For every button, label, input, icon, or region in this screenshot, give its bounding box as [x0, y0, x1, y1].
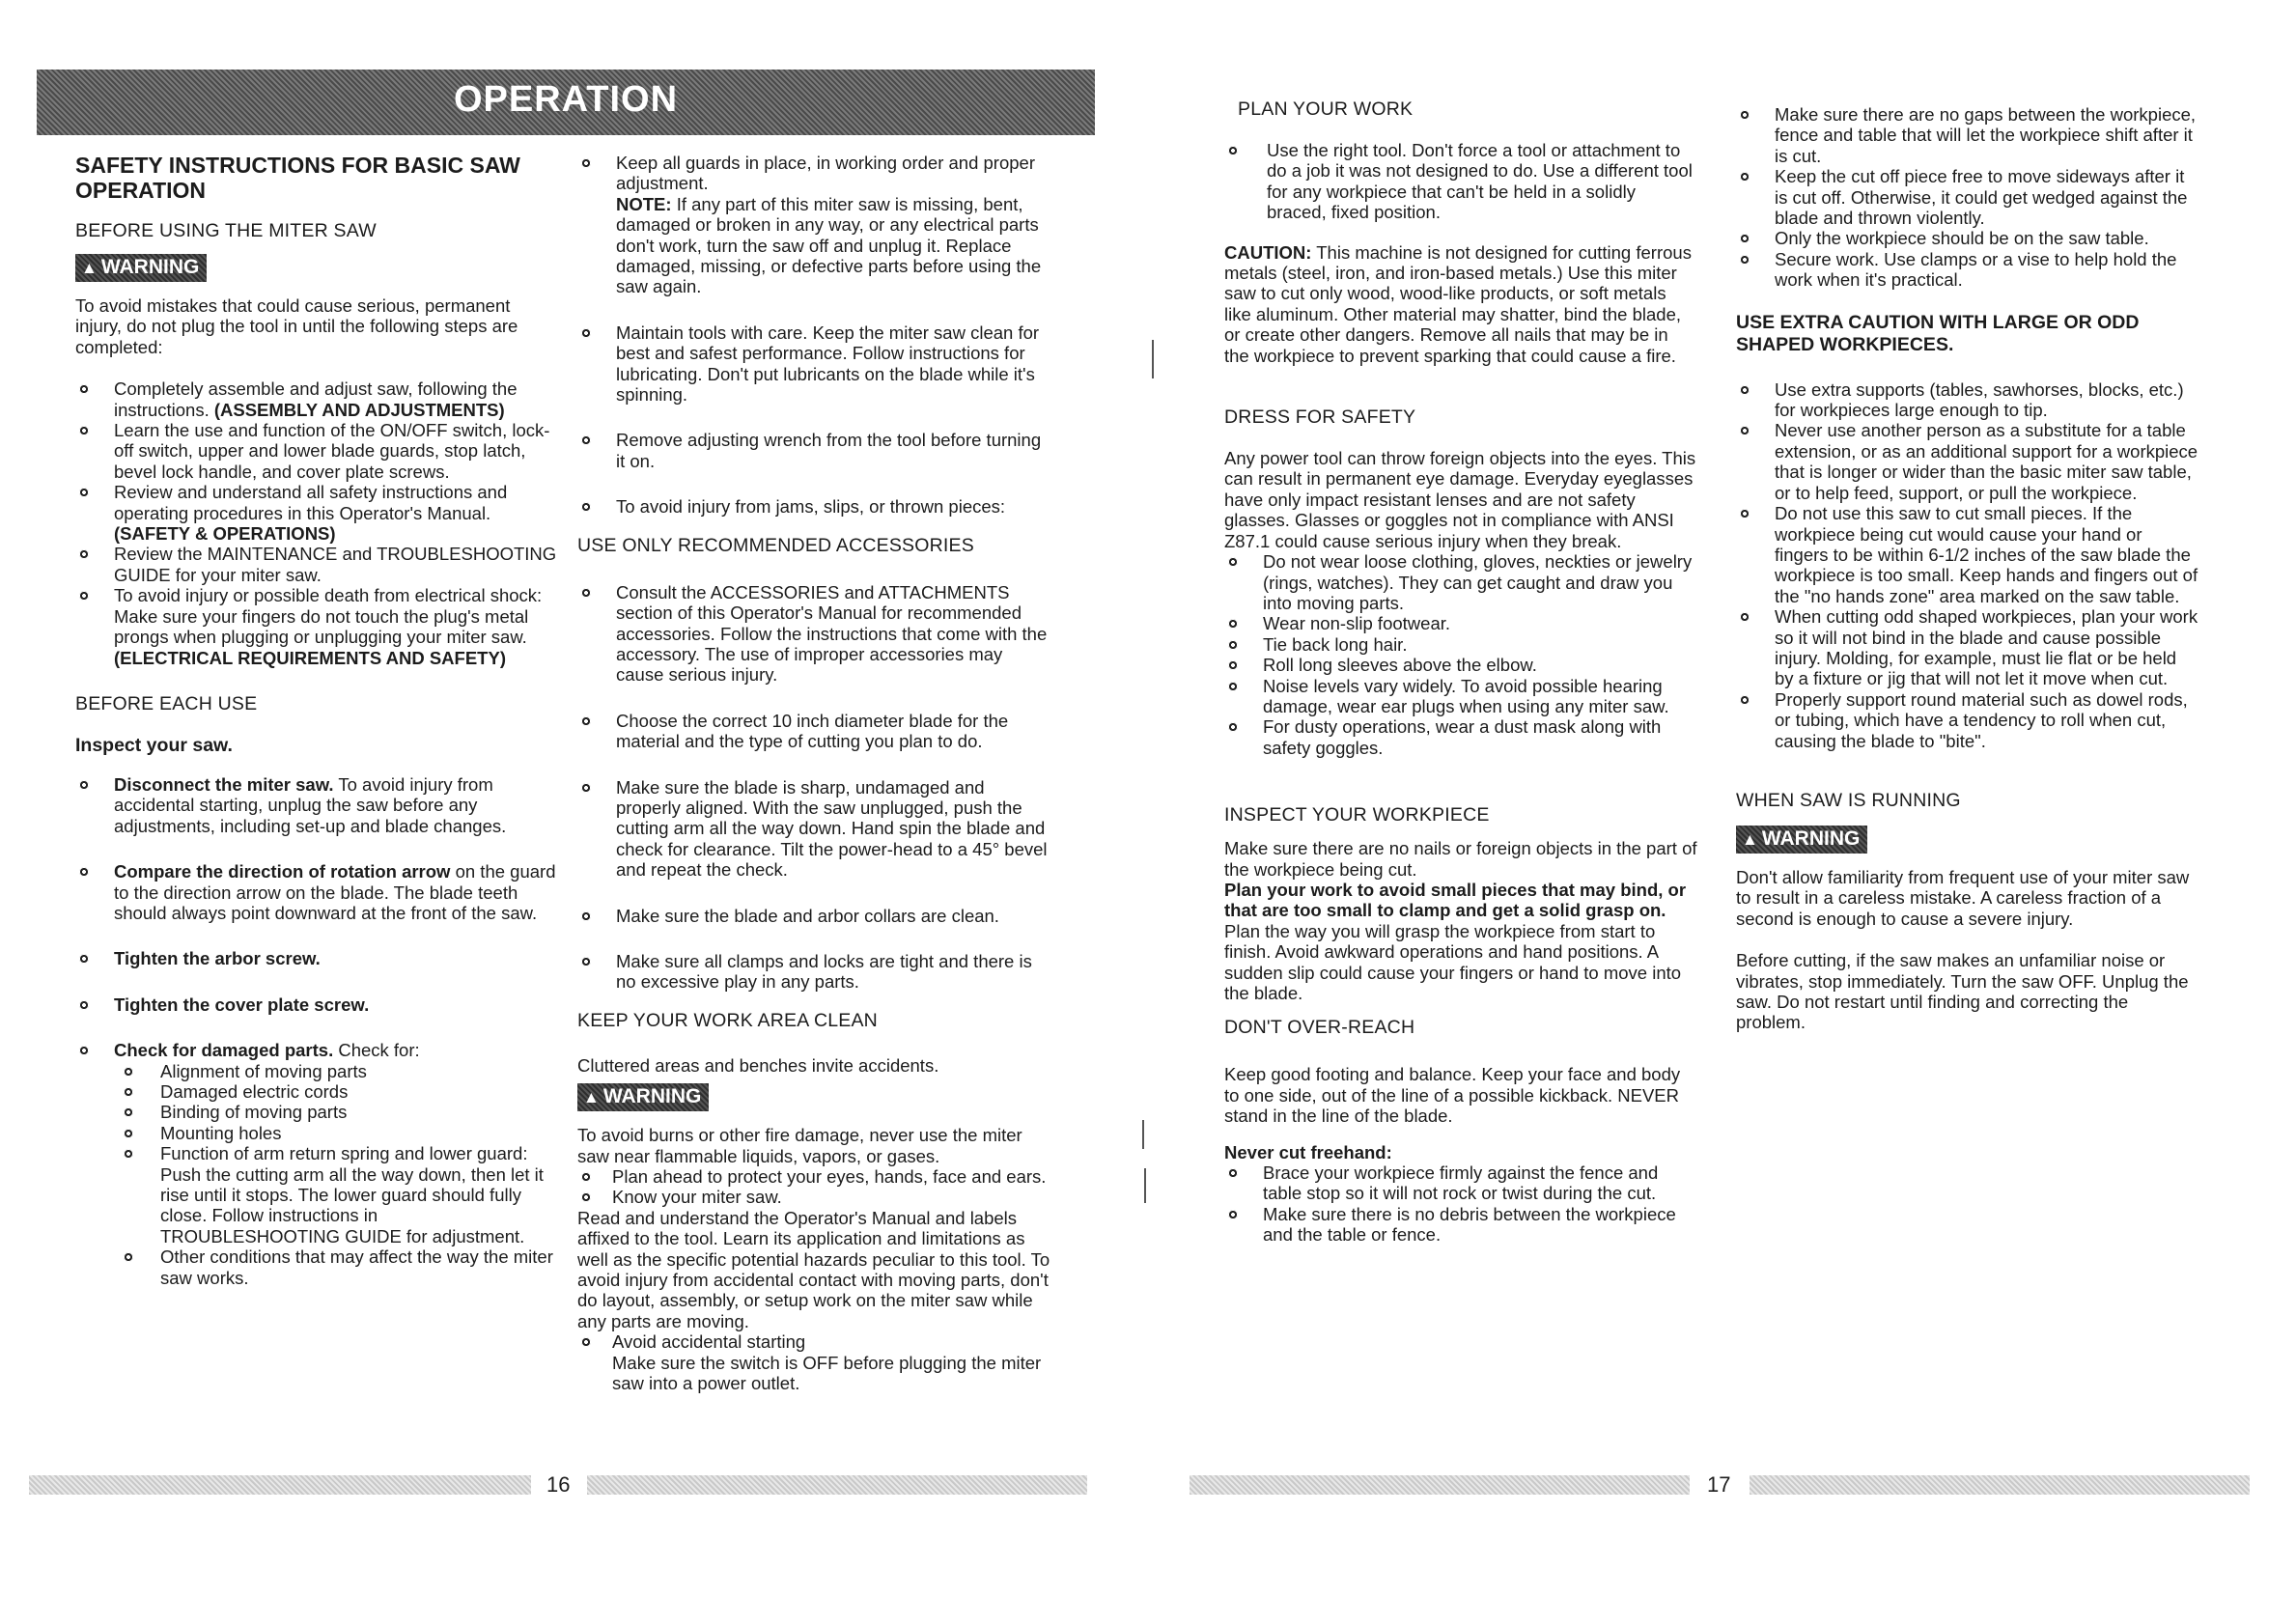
list-item: Do not wear loose clothing, gloves, neckties or jewelry (rings, watches). They can get caught and draw you into moving parts.: [1224, 551, 1697, 613]
large-workpieces-heading: USE EXTRA CAUTION WITH LARGE OR ODD SHAPED WORKPIECES.: [1736, 311, 2140, 355]
list-item: Disconnect the miter saw. To avoid injury from accidental starting, unplug the saw before any adjustments, including set-up and blade changes.: [75, 774, 558, 836]
list-item: Secure work. Use clamps or a vise to help hold the work when it's practical.: [1736, 249, 2199, 291]
warning-badge: ▲ WARNING: [1736, 826, 1867, 854]
overreach-heading: DON'T OVER-REACH: [1224, 1017, 1415, 1039]
list-item: Make sure all clamps and locks are tight and there is no excessive play in any parts.: [577, 951, 1050, 993]
warning-triangle-icon: ▲: [1742, 829, 1758, 849]
section-title: SAFETY INSTRUCTIONS FOR BASIC SAW OPERATION: [75, 153, 520, 203]
work-area-heading: KEEP YOUR WORK AREA CLEAN: [577, 1009, 878, 1031]
list-item: Tie back long hair.: [1224, 634, 1697, 655]
warning-triangle-icon: ▲: [81, 259, 98, 277]
work-area-list: [577, 1166, 1050, 1208]
running-text-1: Don't allow familiarity from frequent use of your miter saw to result in a careless mistake. A careless fraction of a second is enough to cause a severe injury.: [1736, 866, 2190, 929]
list-item: Make sure the blade and arbor collars are clean.: [577, 906, 1050, 926]
list-item: Plan ahead to protect your eyes, hands, face and ears.: [577, 1166, 1050, 1187]
before-each-use-heading: BEFORE EACH USE: [75, 692, 258, 714]
fire-warning-text: To avoid burns or other fire damage, never use the miter saw near flammable liquids, vapors, or gases.: [577, 1125, 1022, 1166]
running-heading: WHEN SAW IS RUNNING: [1736, 789, 1961, 811]
freehand-list: [1224, 1162, 1697, 1246]
inspect-text: Make sure there are no nails or foreign objects in the part of the workpiece being cut.: [1224, 838, 1697, 880]
warning-badge: ▲ WARNING: [577, 1083, 709, 1111]
running-text-2: Before cutting, if the saw makes an unfamiliar noise or vibrates, stop immediately. Turn the saw OFF. Unplug the saw. Do not restart until finding and correcting the problem.: [1736, 950, 2189, 1033]
list-item: Use the right tool. Don't force a tool or attachment to do a job it was not designed to do. Use a different tool for any workpiece that can't be held in a solidly braced, fixed position.: [1224, 140, 1697, 223]
scan-mark: [1144, 1168, 1146, 1203]
list-item: Review the MAINTENANCE and TROUBLESHOOTING GUIDE for your miter saw.: [75, 544, 558, 585]
accessories-heading: USE ONLY RECOMMENDED ACCESSORIES: [577, 534, 974, 556]
page-number-right: 17: [1707, 1472, 1731, 1497]
inspect-text-2: Plan the way you will grasp the workpiece from start to finish. Avoid awkward operations and hand positions. A sudden slip could cause your fingers or hand to move into the blade.: [1224, 920, 1682, 1003]
caution-text: CAUTION: This machine is not designed for cutting ferrous metals (steel, iron, and iron-based metals.) Use this miter saw to cut only wood, wood-like products, or soft metals like aluminum. Other material may shatter, bind the blade, or create other dangers. Remove all nails that may be in the workpiece to prevent sparking that could cause a fire.: [1224, 241, 1692, 366]
list-item: Use extra supports (tables, sawhorses, blocks, etc.) for workpieces large enough to tip.: [1736, 379, 2199, 421]
dress-text: Any power tool can throw foreign objects into the eyes. This can result in permanent eye damage. Everyday eyeglasses have only impact resistant lenses and are not safety glasses. Glasses or goggles not in compliance with ANSI Z87.1 could cause serious injury when they break.: [1224, 448, 1696, 551]
inspect-bold-text: Plan your work to avoid small pieces that may bind, or that are too small to clamp and get a solid grasp on.: [1224, 879, 1687, 921]
before-using-heading: BEFORE USING THE MITER SAW: [75, 220, 377, 241]
list-item: Tighten the cover plate screw.: [75, 994, 558, 1015]
list-item: Damaged electric cords: [114, 1081, 558, 1102]
list-item: Tighten the arbor screw.: [75, 948, 558, 968]
inspect-workpiece-heading: INSPECT YOUR WORKPIECE: [1224, 804, 1490, 826]
footer-bar-right: [1190, 1475, 1690, 1495]
warning-badge: ▲ WARNING: [75, 254, 207, 282]
list-item: Make sure there is no debris between the workpiece and the table or fence.: [1224, 1204, 1697, 1246]
accessories-list: [577, 582, 1050, 993]
guards-list: [577, 153, 1050, 518]
list-item: Properly support round material such as dowel rods, or tubing, which have a tendency to roll when cut, causing the blade to "bite".: [1736, 689, 2199, 751]
damage-check-list: [114, 1061, 558, 1288]
list-item: To avoid injury or possible death from electrical shock: Make sure your fingers do not touch the plug's metal prongs when plugging or unplugging your miter saw. (ELECTRICAL REQUIREMENTS AND SAFETY): [75, 585, 558, 668]
list-item: Do not use this saw to cut small pieces. If the workpiece being cut would cause your hand or fingers to be within 6-1/2 inches of the saw blade the workpiece is too small. Keep hands and fingers out of the "no hands zone" area marked on the saw table.: [1736, 503, 2199, 606]
list-item: Only the workpiece should be on the saw table.: [1736, 228, 2199, 248]
list-item: Learn the use and function of the ON/OFF switch, lock-off switch, upper and lower blade guards, stop latch, bevel lock handle, and cover plate screws.: [75, 420, 558, 482]
footer-bar-left: [29, 1475, 531, 1495]
list-item: To avoid injury from jams, slips, or thrown pieces:: [577, 496, 1050, 517]
list-item: Maintain tools with care. Keep the miter saw clean for best and safest performance. Follow instructions for lubricating. Don't put lubricants on the blade while it's spinning.: [577, 322, 1050, 406]
list-item: Keep all guards in place, in working order and proper adjustment. NOTE: If any part of this miter saw is missing, bent, damaged or broken in any way, or any electrical parts don't work, turn the saw off and unplug it. Replace damaged, missing, or defective parts before using the saw again.: [577, 153, 1050, 297]
list-item: Never use another person as a substitute for a table extension, or as an additional support for a workpiece that is longer or wider than the basic miter saw table, or to help feed, support, or pull the workpiece.: [1736, 420, 2199, 503]
list-item: Wear non-slip footwear.: [1224, 613, 1697, 633]
work-area-text: Cluttered areas and benches invite accidents.: [577, 1054, 939, 1076]
right-column-2: [1736, 104, 2199, 1049]
list-item: Function of arm return spring and lower guard: Push the cutting arm all the way down, then let it rise until it stops. The lower guard should fully close. Follow instructions in TROUBLESHOOTING GUIDE for adjustment.: [114, 1143, 558, 1246]
list-item: Review and understand all safety instructions and operating procedures in this Operator's Manual. (SAFETY & OPERATIONS): [75, 482, 558, 544]
freehand-heading: Never cut freehand:: [1224, 1141, 1392, 1162]
footer-bar-left-2: [587, 1475, 1087, 1495]
left-column-2: [577, 153, 1050, 1393]
list-item: Know your miter saw.: [577, 1187, 1050, 1207]
workpiece-list: [1736, 104, 2199, 291]
list-item: Check for damaged parts. Check for: Alignment of moving parts Damaged electric cords Binding of moving parts Mounting holes Function of arm return spring and lower guard: Push the cutting arm all the way down, then let it rise until it stops. The lower guard should fully close. Follow instructions in TROUBLESHOOTING GUIDE for adjustment. Other conditions that may affect the way the miter saw works.: [75, 1040, 558, 1288]
list-item: Avoid accidental starting Make sure the switch is OFF before plugging the miter saw into a power outlet.: [577, 1331, 1050, 1393]
list-item: Other conditions that may affect the way the miter saw works.: [114, 1246, 558, 1288]
list-item: Make sure there are no gaps between the workpiece, fence and table that will let the workpiece shift after it is cut.: [1736, 104, 2199, 166]
avoid-start-list: [577, 1331, 1050, 1393]
list-item: Mounting holes: [114, 1123, 558, 1143]
list-item: Keep the cut off piece free to move sideways after it is cut off. Otherwise, it could get wedged against the blade and thrown violently.: [1736, 166, 2199, 228]
list-item: Choose the correct 10 inch diameter blade for the material and the type of cutting you plan to do.: [577, 711, 1050, 752]
dress-list: [1224, 551, 1697, 758]
list-item: Consult the ACCESSORIES and ATTACHMENTS section of this Operator's Manual for recommended accessories. Follow the instructions that come with the accessory. The use of improper accessories may cause serious injury.: [577, 582, 1050, 686]
right-column-1: [1224, 98, 1697, 1261]
list-item: Completely assemble and adjust saw, following the instructions. (ASSEMBLY AND ADJUSTMENTS): [75, 378, 558, 420]
list-item: Noise levels vary widely. To avoid possible hearing damage, wear ear plugs when using any miter saw.: [1224, 676, 1697, 717]
page-number-left: 16: [546, 1472, 571, 1497]
list-item: Binding of moving parts: [114, 1102, 558, 1122]
list-item: Brace your workpiece firmly against the fence and table stop so it will not rock or twist during the cut.: [1224, 1162, 1697, 1204]
before-each-use-list: [75, 774, 558, 1288]
list-item: Roll long sleeves above the elbow.: [1224, 655, 1697, 675]
know-saw-text: Read and understand the Operator's Manual and labels affixed to the tool. Learn its application and limitations as well as the specific potential hazards peculiar to this tool. To avoid injury from accidental contact with moving parts, don't do layout, assembly, or setup work on the miter saw while any parts are moving.: [577, 1207, 1050, 1331]
footer-bar-right-2: [1750, 1475, 2250, 1495]
list-item: Alignment of moving parts: [114, 1061, 558, 1081]
list-item: Remove adjusting wrench from the tool before turning it on.: [577, 430, 1050, 471]
plan-list: [1224, 140, 1697, 223]
inspect-saw-heading: Inspect your saw.: [75, 734, 233, 756]
list-item: When cutting odd shaped workpieces, plan your work so it will not bind in the blade and cause possible injury. Molding, for example, must lie flat or be held by a fixture or jig that will not let it move when cut.: [1736, 606, 2199, 689]
before-using-list: [75, 378, 558, 668]
large-workpieces-list: [1736, 379, 2199, 751]
list-item: Compare the direction of rotation arrow on the guard to the direction arrow on the blade. The blade teeth should always point downward at the front of the saw.: [75, 861, 558, 923]
operation-header-bar: [37, 70, 1095, 135]
operation-title: OPERATION: [453, 79, 679, 120]
warning-triangle-icon: ▲: [583, 1088, 600, 1107]
scan-mark: [1142, 1120, 1144, 1149]
list-item: For dusty operations, wear a dust mask along with safety goggles.: [1224, 716, 1697, 758]
scan-mark: [1152, 340, 1154, 378]
plan-heading: PLAN YOUR WORK: [1238, 98, 1414, 120]
dress-heading: DRESS FOR SAFETY: [1224, 406, 1416, 429]
list-item: Make sure the blade is sharp, undamaged and properly aligned. With the saw unplugged, push the cutting arm all the way down. Hand spin the blade and check for clearance. Tilt the power-head to a 45° bevel and repeat the check.: [577, 777, 1050, 881]
left-column-1: [75, 153, 558, 1303]
before-using-intro: To avoid mistakes that could cause serious, permanent injury, do not plug the tool in until the following steps are completed:: [75, 295, 518, 357]
overreach-text: Keep good footing and balance. Keep your face and body to one side, out of the line of a possible kickback. NEVER stand in the line of the blade.: [1224, 1064, 1681, 1127]
